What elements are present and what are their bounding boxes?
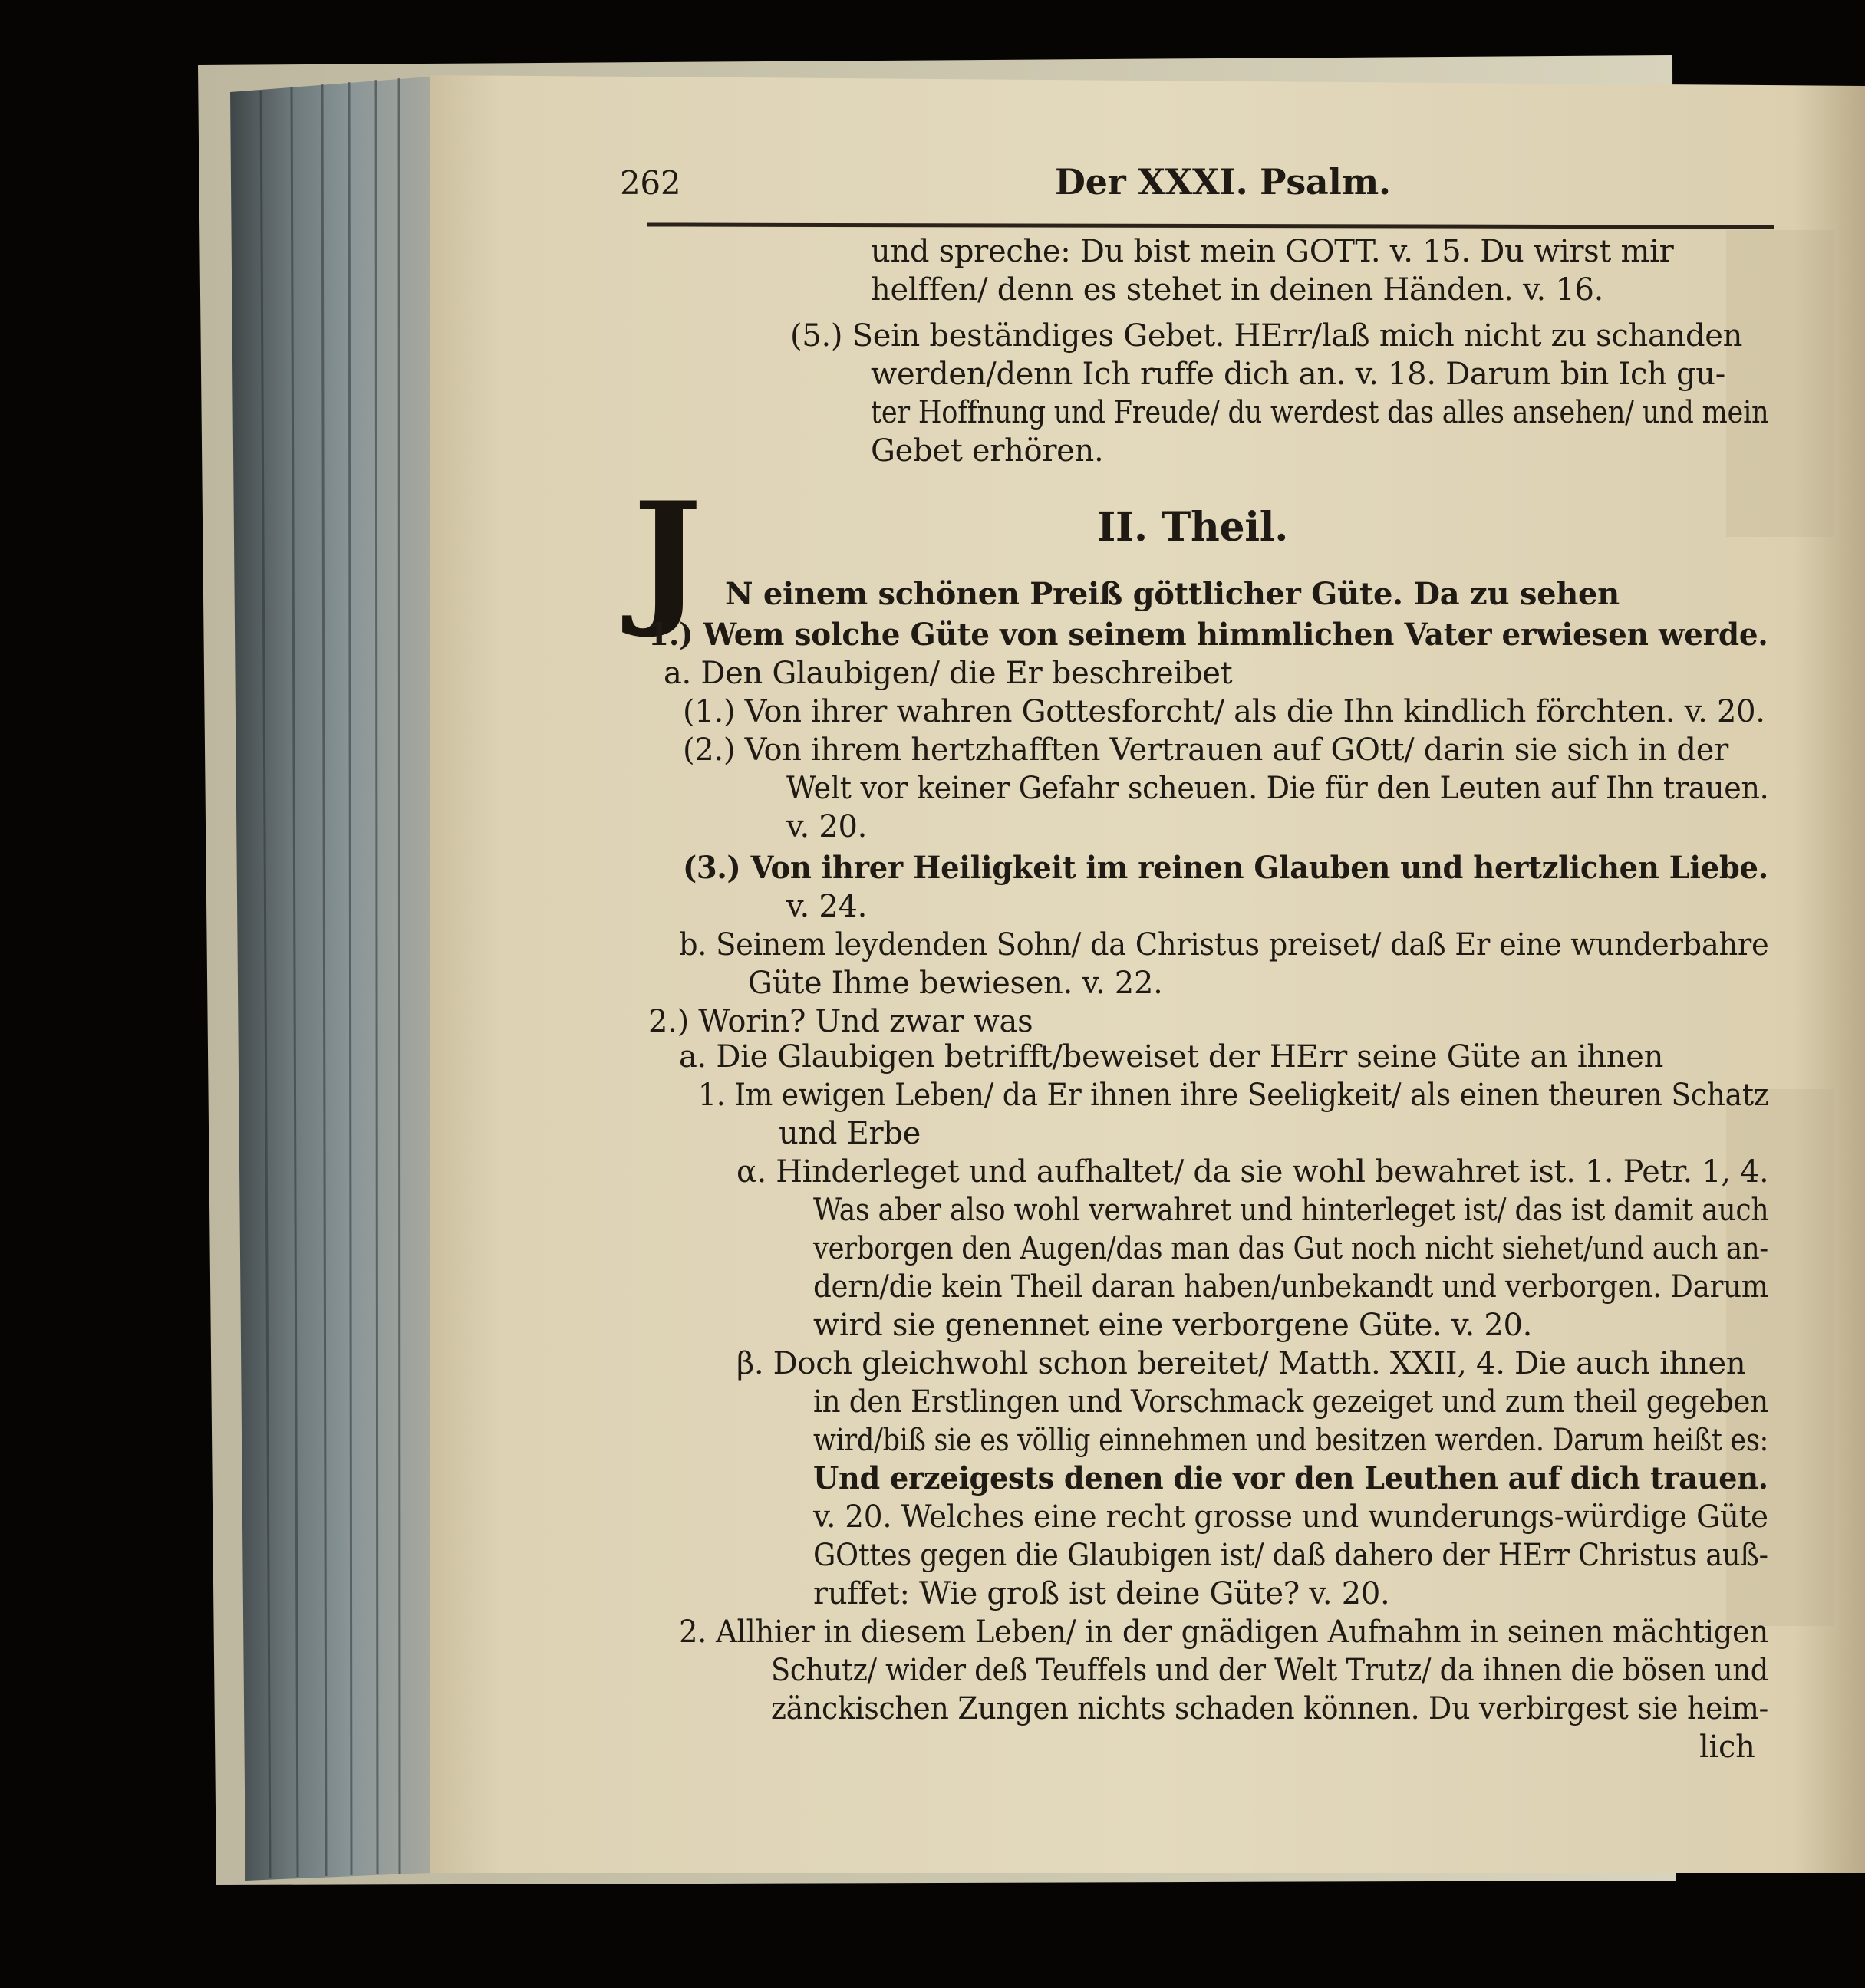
text-line: b. Seinem leydenden Sohn/ da Christus preiset/ daß Er eine wunderbahre — [679, 927, 1769, 963]
text-line: ruffet: Wie groß ist deine Güte? v. 20. — [813, 1576, 1390, 1611]
text-line: wird/biß sie es völlig einnehmen und besitzen werden. Darum heißt es: — [813, 1423, 1769, 1458]
text-line: v. 24. — [786, 889, 868, 924]
text-line: GOttes gegen die Glaubigen ist/ daß dahero der HErr Christus auß- — [813, 1538, 1768, 1573]
text-line: werden/denn Ich ruffe dich an. v. 18. Darum bin Ich gu- — [871, 357, 1725, 392]
text-line: lich — [1699, 1730, 1755, 1765]
text-line: Und erzeigests denen die vor den Leuthen auf dich trauen. — [813, 1460, 1768, 1496]
text-line: Gebet erhören. — [871, 433, 1104, 469]
text-line: wird sie genennet eine verborgene Güte. v. 20. — [813, 1308, 1533, 1343]
text-line: Was aber also wohl verwahret und hinterleget ist/ das ist damit auch — [813, 1193, 1769, 1228]
text-line: 2.) Worin? Und zwar was — [648, 1004, 1033, 1039]
text-line: α. Hinderleget und aufhaltet/ da sie wohl bewahret ist. 1. Petr. 1, 4. — [736, 1154, 1769, 1190]
text-line: Schutz/ wider deß Teuffels und der Welt Trutz/ da ihnen die bösen und — [771, 1653, 1768, 1688]
header-rule — [647, 222, 1774, 229]
text-line: v. 20. — [786, 809, 868, 844]
drop-cap: J — [633, 470, 702, 641]
text-line: 1. Im ewigen Leben/ da Er ihnen ihre Seeligkeit/ als einen theuren Schatz — [698, 1078, 1769, 1113]
text-line: 2. Allhier in diesem Leben/ in der gnädigen Aufnahm in seinen mächtigen — [679, 1614, 1769, 1650]
page-number: 262 — [620, 164, 681, 202]
text-line: zänckischen Zungen nichts schaden können. Du verbirgest sie heim- — [771, 1691, 1769, 1726]
text-line: (3.) Von ihrer Heiligkeit im reinen Glauben und hertzlichen Liebe. — [683, 850, 1768, 886]
text-line: Welt vor keiner Gefahr scheuen. Die für den Leuten auf Ihn trauen. — [786, 771, 1769, 806]
text-line: a. Den Glaubigen/ die Er beschreibet — [664, 656, 1233, 691]
text-line: v. 20. Welches eine recht grosse und wunderungs-würdige Güte — [813, 1499, 1768, 1535]
text-line: Güte Ihme bewiesen. v. 22. — [748, 966, 1163, 1001]
text-line: (5.) Sein beständiges Gebet. HErr/laß mich nicht zu schanden — [790, 318, 1743, 354]
text-line: a. Die Glaubigen betrifft/beweiset der HErr seine Güte an ihnen — [679, 1039, 1664, 1075]
text-line: N einem schönen Preiß göttlicher Güte. Da zu sehen — [725, 576, 1620, 612]
text-line: helffen/ denn es stehet in deinen Händen. v. 16. — [871, 272, 1604, 308]
text-line: ter Hoffnung und Freude/ du werdest das alles ansehen/ und mein — [871, 395, 1769, 430]
running-title: Der XXXI. Psalm. — [1055, 161, 1391, 202]
text-line: (2.) Von ihrem hertzhafften Vertrauen auf GOtt/ darin sie sich in der — [683, 732, 1728, 768]
text-line: 1.) Wem solche Güte von seinem himmlichen Vater erwiesen werde. — [648, 617, 1768, 653]
text-line: β. Doch gleichwohl schon bereitet/ Matth. XXII, 4. Die auch ihnen — [736, 1346, 1746, 1381]
text-line: verborgen den Augen/das man das Gut noch nicht siehet/und auch an- — [813, 1231, 1768, 1266]
text-line: und spreche: Du bist mein GOTT. v. 15. Du wirst mir — [871, 234, 1674, 269]
text-line: dern/die kein Theil daran haben/unbekandt und verborgen. Darum — [813, 1269, 1768, 1305]
text-line: (1.) Von ihrer wahren Gottesforcht/ als die Ihn kindlich förchten. v. 20. — [683, 694, 1765, 729]
text-line: in den Erstlingen und Vorschmack gezeiget und zum theil gegeben — [813, 1384, 1768, 1420]
section-title: II. Theil. — [1097, 504, 1289, 551]
text-line: und Erbe — [779, 1116, 921, 1151]
